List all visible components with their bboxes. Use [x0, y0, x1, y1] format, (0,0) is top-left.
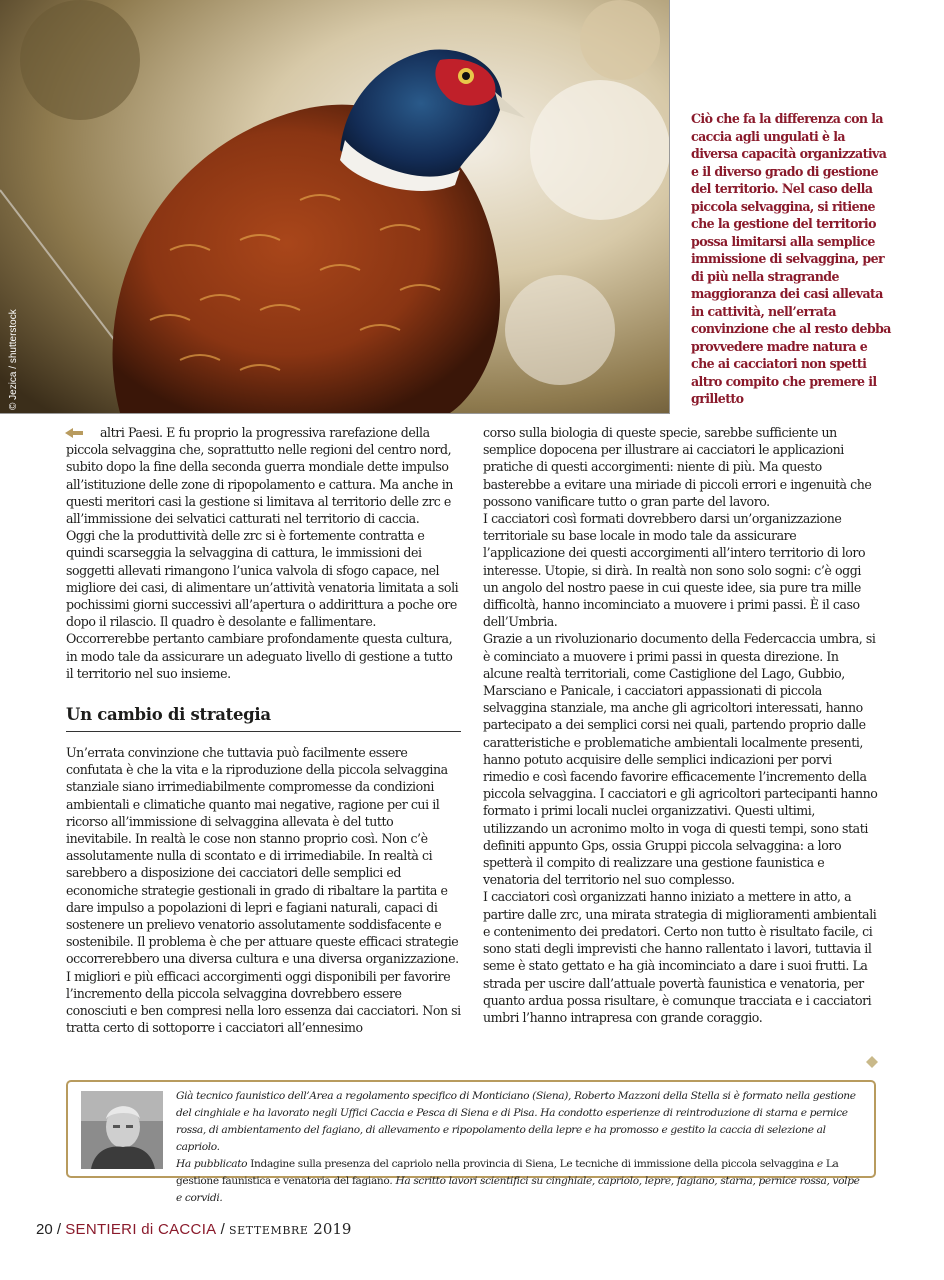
book-title: La gestione faunistica e venatoria del fagiano: [176, 1158, 839, 1187]
separator: ,: [553, 1158, 560, 1170]
bio-part3: . Ha scritto lavori scientifici su cinghiale, capriolo, lepre, fagiano, starna, pernice rossa, volpe e corvidi.: [176, 1175, 860, 1204]
pheasant-photo: [0, 0, 670, 414]
section-heading: Un cambio di strategia: [66, 704, 461, 732]
continued-arrow-icon: [65, 428, 85, 438]
author-bio-box: [66, 1080, 876, 1204]
photo-credit: © Jezica / shutterstock: [8, 309, 19, 410]
paragraph: Grazie a un rivoluzionario documento della Federcaccia umbra, si è cominciato a muovere i primi passi in questa direzione. In alcune realtà territoriali, come Castiglione del Lago, Gubbio, Marsciano e Panicale, i cacciatori appassionati di piccola selvaggina stanziale, ma anche gli agricoltori interessati, hanno partecipato a dei semplici corsi nei quali, partendo proprio dalle caratteristiche e problematiche ambientali localmente presenti, hanno potuto acquisire delle semplici indicazioni per porvi rimedio e così facendo favorire efficacemente l’incremento della piccola selvaggina. I cacciatori e gli agricoltori partecipanti hanno formato i primi locali nuclei organizzativi. Questi ultimi, utilizzando un acronimo molto in voga di questi tempi, sono stati definiti appunto Gps, ossia Gruppi piccola selvaggina: a loro spetterà il compito di realizzare una gestione faunistica e venatoria del territorio nel suo complesso.: [483, 631, 878, 888]
issue-year: 2019: [308, 1220, 352, 1238]
page-number: 20: [36, 1221, 53, 1238]
paragraph: altri Paesi. E fu proprio la progressiva rarefazione della piccola selvaggina che, soprattutto nelle regioni del centro nord, subito dopo la fine della seconda guerra mondiale dette impulso all’istituzione delle zone di ripopolamento e cattura. Ma anche in questi meritori casi la gestione si limitava al territorio delle zrc e all’immissione dei selvatici catturati nel territorio di caccia.: [66, 425, 453, 527]
article-column-right: [483, 424, 878, 1026]
book-title: Le tecniche di immissione della piccola selvaggina: [559, 1158, 814, 1170]
author-photo: [81, 1091, 163, 1169]
separator: e: [813, 1158, 826, 1170]
magazine-name: SENTIERI di CACCIA: [65, 1221, 217, 1238]
paragraph: I cacciatori così organizzati hanno iniziato a mettere in atto, a partire dalle zrc, una mirata strategia di miglioramenti ambientali e contenimento dei predatori. Certo non tutto è risultato facile, ci sono stati degli imprevisti che hanno rallentato i lavori, tuttavia il seme è stato gettato e ha già incominciato a dare i suoi frutti. La strada per uscire dall’attuale povertà faunistica e venatoria, per quanto ardua possa risultare, è comunque tracciata e i cacciatori umbri l’hanno intrapresa con grande coraggio.: [483, 889, 877, 1025]
footer-separator: /: [52, 1221, 66, 1238]
bio-part1: Già tecnico faunistico dell’Area a regolamento specifico di Monticiano (Siena), Roberto Mazzoni della Stella si è formato nella gestione del cinghiale e ha lavorato negli Uffici Caccia e Pesca di Siena e di Pisa. Ha condotto esperienze di reintroduzione di starna e pernice rossa, di ambientamento del fagiano, di allevamento e ripopolamento della lepre e ha promosso e gestito la caccia di selezione al capriolo.: [176, 1090, 856, 1153]
paragraph: Oggi che la produttività delle zrc si è fortemente contratta e quindi scarseggia la selvaggina di cattura, le immissioni dei soggetti allevati rimangono l’unica valvola di sfogo capace, nel migliore dei casi, di alimentare un’attività venatoria limitata a soli pochissimi giorni successivi all’apertura o addirittura a poche ore dopo il rilascio. Il quadro è desolante e fallimentare. Occorrerebbe pertanto cambiare profondamente questa cultura, in modo tale da assicurare un adeguato livello di gestione a tutto il territorio nel suo insieme.: [66, 528, 459, 681]
bio-part2-lead: Ha pubblicato: [176, 1158, 251, 1170]
footer-separator: /: [216, 1221, 229, 1238]
end-mark-icon: [866, 1056, 878, 1068]
pull-quote: Ciò che fa la differenza con la caccia agli ungulati è la diversa capacità organizzativa e il diverso grado di gestione del territorio. Nel caso della piccola selvaggina, si ritiene che la gestione del territorio possa limitarsi alla semplice immissione di selvaggina, per di più nella stragrande maggioranza dei casi allevata in cattività, nell’errata convinzione che al resto debba provvedere madre natura e che ai cacciatori non spetti altro compito che premere il grilletto: [691, 111, 891, 406]
paragraph: I cacciatori così formati dovrebbero darsi un’organizzazione territoriale su base locale in modo tale da assicurare l’applicazione dei questi accorgimenti all’intero territorio di loro interesse. Utopie, si dirà. In realtà non sono solo sogni: c’è oggi un angolo del nostro paese in cui queste idee, sia pure tra mille difficoltà, hanno incominciato a muovere i primi passi. È il caso dell’Umbria.: [483, 511, 866, 630]
page-footer: [36, 1220, 351, 1238]
paragraph: corso sulla biologia di queste specie, sarebbe sufficiente un semplice dopocena per illustrare ai cacciatori le applicazioni pratiche di questi accorgimenti: niente di più. Ma questo basterebbe a evitare una miriade di piccoli errori e ingenuità che possono vanificare tutto o gran parte del lavoro.: [483, 425, 872, 509]
book-title: Indagine sulla presenza del capriolo nella provincia di Siena: [250, 1158, 554, 1170]
issue-month: SETTEMBRE: [228, 1224, 309, 1237]
author-bio-text: [176, 1088, 866, 1207]
pheasant-illustration: [0, 0, 669, 413]
paragraph: I migliori e più efficaci accorgimenti oggi disponibili per favorire l’incremento della piccola selvaggina dovrebbero essere conosciuti e ben compresi nella loro essenza dai cacciatori. Non si tratta certo di sottoporre i cacciatori all’ennesimo: [66, 968, 461, 1036]
article-column-left: [66, 424, 461, 1037]
paragraph: Un’errata convinzione che tuttavia può facilmente essere confutata è che la vita e la riproduzione della piccola selvaggina stanziale siano irrimediabilmente compromesse da condizioni ambientali e climatiche quanto mai negative, ragione per cui il ricorso all’immissione di selvaggina allevata è del tutto inevitabile. In realtà le cose non stanno proprio così. Non c’è assolutamente nulla di scontato e di irrimediabile. In realtà ci sarebbero a disposizione dei cacciatori delle semplici ed economiche strategie gestionali in grado di ribaltare la partita e dare impulso a popolazioni di lepri e fagiani naturali, capaci di sostenere un prelievo venatorio assolutamente soddisfacente e sostenibile. Il problema è che per attuare queste efficaci strategie occorrerebbero una diversa cultura e una diversa organizzazione.: [66, 745, 459, 967]
